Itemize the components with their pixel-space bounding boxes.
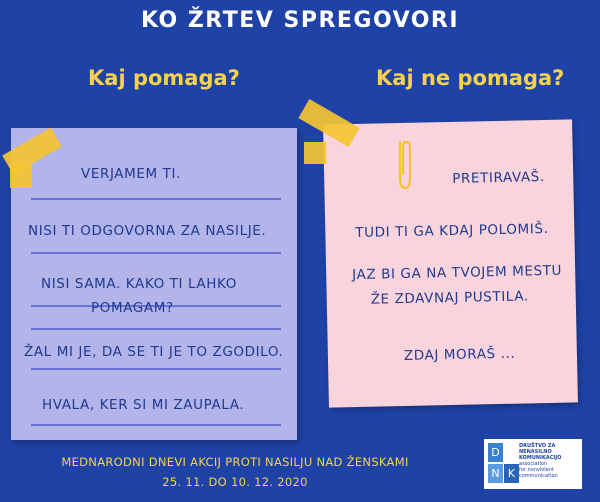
tape-strip xyxy=(10,164,32,188)
note-line xyxy=(31,424,281,426)
logo-letter: N xyxy=(488,464,503,483)
helps-note xyxy=(11,128,297,440)
logo-text-line: communication xyxy=(519,473,558,479)
footer-event: MEDNARODNI DNEVI AKCIJ PROTI NASILJU NAD ŽENSKAMI xyxy=(61,455,409,469)
not-helps-item: PRETIRAVAŠ. xyxy=(452,169,545,187)
helps-item: ŽAL MI JE, DA SE TI JE TO ZGODILO. xyxy=(24,344,284,360)
not-helps-heading: Kaj ne pomaga? xyxy=(376,66,565,90)
logo-text-line: association xyxy=(519,461,548,467)
not-helps-note xyxy=(323,119,578,407)
logo-letter: D xyxy=(488,443,503,462)
helps-item: POMAGAM? xyxy=(91,300,174,316)
logo-text xyxy=(519,443,581,479)
helps-item: HVALA, KER SI MI ZAUPALA. xyxy=(42,397,245,413)
organization-logo xyxy=(484,439,582,489)
not-helps-item: TUDI TI GA KDAJ POLOMIŠ. xyxy=(355,220,549,241)
not-helps-item: JAZ BI GA NA TVOJEM MESTU xyxy=(352,262,563,284)
note-line xyxy=(31,252,281,254)
helps-item: NISI SAMA. KAKO TI LAHKO xyxy=(41,276,237,292)
helps-item: NISI TI ODGOVORNA ZA NASILJE. xyxy=(28,223,267,239)
note-line xyxy=(31,328,281,330)
paperclip-icon xyxy=(394,138,416,194)
helps-heading: Kaj pomaga? xyxy=(88,66,240,90)
logo-text-line: KOMUNIKACIJO xyxy=(519,455,562,461)
not-helps-item: ŽE ZDAVNAJ PUSTILA. xyxy=(370,288,529,308)
footer-dates: 25. 11. DO 10. 12. 2020 xyxy=(162,475,308,489)
footer xyxy=(0,452,470,492)
logo-text-line: for nonviolent xyxy=(519,467,554,473)
note-line xyxy=(31,198,281,200)
page-title: KO ŽRTEV SPREGOVORI xyxy=(140,8,460,33)
tape-strip xyxy=(304,142,326,164)
logo-letter: K xyxy=(504,464,519,483)
helps-item: VERJAMEM TI. xyxy=(81,166,181,182)
logo-text-line: NENASILNO xyxy=(519,449,552,455)
logo-text-line: DRUŠTVO ZA xyxy=(519,443,556,449)
note-line xyxy=(31,368,281,370)
not-helps-item: ZDAJ MORAŠ ... xyxy=(403,345,516,364)
